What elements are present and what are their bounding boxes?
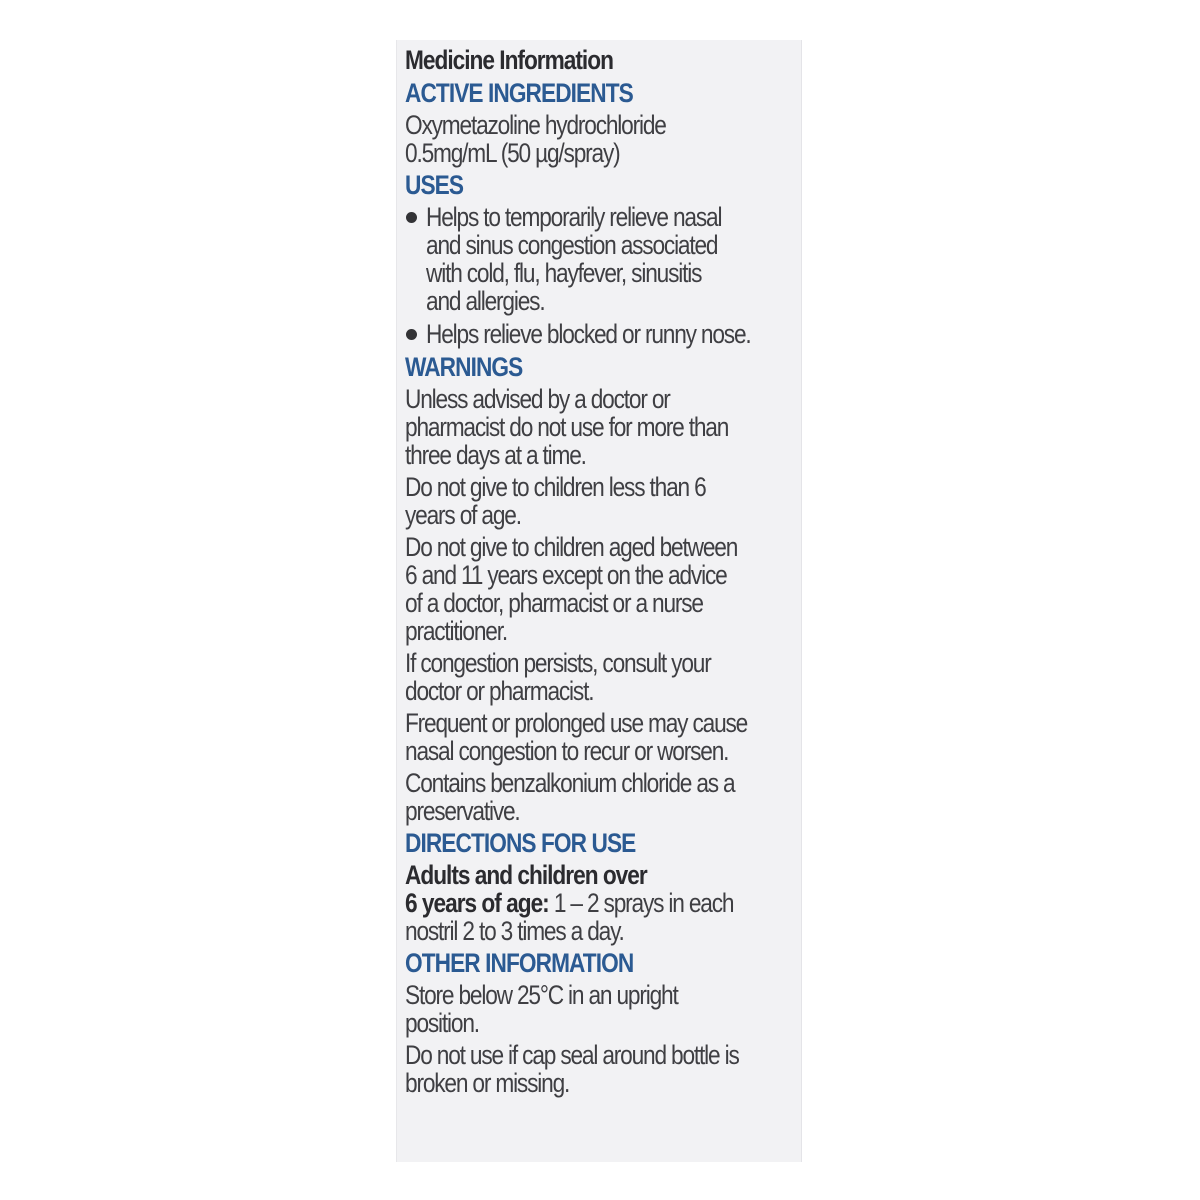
text-line: Unless advised by a doctor or — [405, 384, 670, 414]
uses-bullet-item — [405, 320, 805, 348]
text-line: broken or missing. — [405, 1068, 570, 1098]
bullet-icon — [406, 212, 417, 223]
warnings-heading: WARNINGS — [405, 352, 523, 382]
text-line: pharmacist do not use for more than — [405, 412, 729, 442]
other-information-section — [405, 949, 805, 1097]
warning-paragraph — [405, 649, 805, 705]
uses-bullet-item — [405, 203, 805, 315]
text-line: nasal congestion to recur or worsen. — [405, 736, 729, 766]
text-line: 6 and 11 years except on the advice — [405, 560, 727, 590]
active-ingredients-text — [405, 111, 805, 167]
uses-section — [405, 171, 805, 348]
dosage-text: 1 – 2 sprays in each — [548, 888, 734, 918]
text-line: years of age. — [405, 500, 521, 530]
age-label: 6 years of age: — [405, 888, 549, 918]
warning-paragraph — [405, 533, 805, 645]
other-information-paragraph — [405, 981, 805, 1037]
medicine-information-label — [405, 46, 805, 1101]
directions-text — [405, 861, 805, 945]
label-title: Medicine Information — [405, 45, 613, 75]
text-line: doctor or pharmacist. — [405, 676, 594, 706]
text-line: nostril 2 to 3 times a day. — [405, 916, 624, 946]
text-line: and sinus congestion associated — [426, 230, 718, 260]
text-line: and allergies. — [426, 286, 545, 316]
text-line: Do not use if cap seal around bottle is — [405, 1040, 739, 1070]
dosage-line — [405, 889, 741, 917]
warning-paragraph — [405, 385, 805, 469]
text-line: Do not give to children less than 6 — [405, 472, 706, 502]
other-information-paragraph — [405, 1041, 805, 1097]
warning-paragraph — [405, 769, 805, 825]
warnings-section — [405, 353, 805, 825]
directions-heading: DIRECTIONS FOR USE — [405, 828, 636, 858]
text-line: If congestion persists, consult your — [405, 648, 711, 678]
text-line: preservative. — [405, 796, 520, 826]
text-line: Do not give to children aged between — [405, 532, 738, 562]
text-line: position. — [405, 1008, 479, 1038]
text-line: Helps relieve blocked or runny nose. — [426, 319, 751, 349]
text-line: of a doctor, pharmacist or a nurse — [405, 588, 703, 618]
uses-heading: USES — [405, 170, 464, 200]
text-line: Adults and children over — [405, 860, 647, 890]
active-ingredients-heading: ACTIVE INGREDIENTS — [405, 78, 633, 108]
other-information-heading: OTHER INFORMATION — [405, 948, 634, 978]
active-ingredients-section — [405, 79, 805, 167]
text-line: with cold, flu, hayfever, sinusitis — [426, 258, 702, 288]
text-line: Frequent or prolonged use may cause — [405, 708, 748, 738]
text-line: Contains benzalkonium chloride as a — [405, 768, 735, 798]
text-line: three days at a time. — [405, 440, 586, 470]
text-line: Helps to temporarily relieve nasal — [426, 202, 722, 232]
text-line: practitioner. — [405, 616, 507, 646]
warning-paragraph — [405, 709, 805, 765]
text-line: 0.5mg/mL (50 µg/spray) — [405, 138, 620, 168]
directions-section — [405, 829, 805, 945]
text-line: Oxymetazoline hydrochloride — [405, 110, 666, 140]
text-line: Store below 25°C in an upright — [405, 980, 678, 1010]
bullet-icon — [406, 329, 417, 340]
warning-paragraph — [405, 473, 805, 529]
